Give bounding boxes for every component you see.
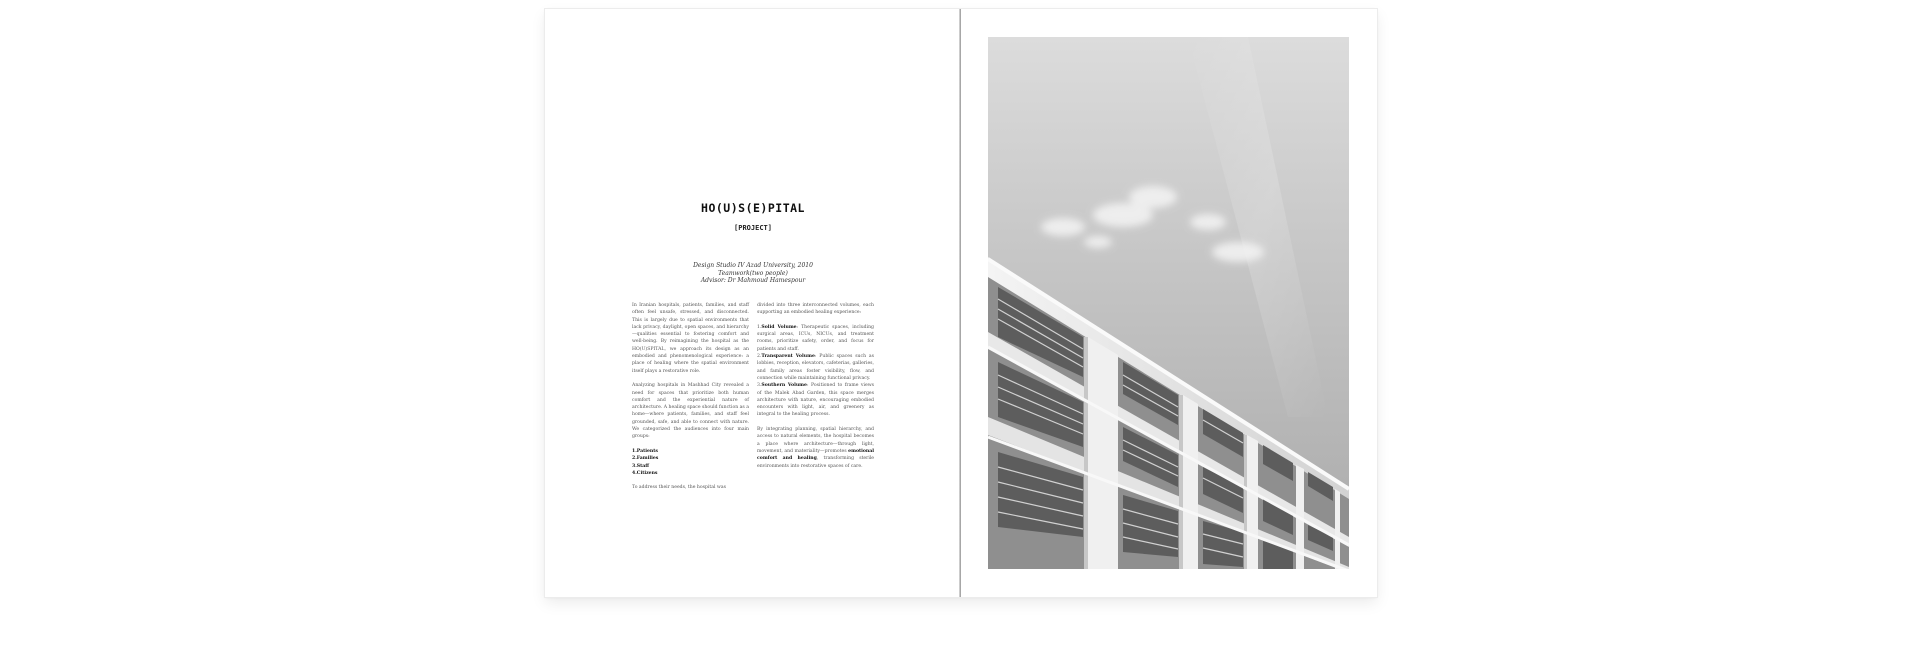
paragraph: In Iranian hospitals, patients, families, and staff often feel unsafe, stressed, and disconnected. This is largely due to spatial environments that lack privacy, daylight, open spaces, and hierarchy—qualities essential to fostering comfort and well-being. By reimagining the hospital as the HO(U)SPITAL, we approach its design as an embodied and phenomenological experience: a place of healing where the spatial environment itself plays a restorative role. bbox=[632, 303, 749, 374]
volume-number: 3. bbox=[757, 383, 762, 389]
project-title: HO(U)S(E)PITAL bbox=[701, 201, 805, 215]
book-spread bbox=[545, 9, 1377, 597]
paragraph bbox=[757, 426, 874, 470]
paragraph: To address their needs, the hospital was bbox=[632, 485, 726, 491]
volume-item bbox=[757, 324, 874, 353]
volume-item bbox=[757, 382, 874, 418]
project-credits bbox=[545, 262, 961, 285]
right-page bbox=[961, 9, 1377, 597]
credits-advisor: Advisor: Dr Mahmoud Hamespour bbox=[700, 277, 806, 285]
list-item: 1.Patients bbox=[632, 448, 658, 454]
volume-label: Southern Volume bbox=[761, 383, 807, 389]
text-column-right bbox=[757, 302, 874, 477]
volume-number: 2. bbox=[757, 354, 762, 360]
building-facade-photo bbox=[988, 37, 1349, 569]
text-run: , transforming sterile environments into restorative spaces of care. bbox=[757, 456, 875, 469]
volume-text: : Positioned to frame views of the Malek Abad Garden, this space merges architecture with nature, encouraging embodied encounters with light, air, and greenery as integral to the healing process. bbox=[757, 383, 874, 418]
text-column-left bbox=[632, 302, 749, 499]
volume-number: 1. bbox=[757, 324, 762, 330]
list-item: 2.Families bbox=[632, 456, 659, 462]
audience-list bbox=[632, 448, 749, 477]
volume-label: Transparent Volume bbox=[761, 354, 815, 360]
list-item: 4.Citizens bbox=[632, 470, 658, 476]
list-item: 3.Staff bbox=[632, 463, 649, 469]
project-subtitle: [PROJECT] bbox=[734, 224, 772, 232]
emphasis: emotional comfort and healing bbox=[757, 448, 874, 462]
paragraph: Analyzing hospitals in Mashhad City revealed a need for spaces that prioritize both human comfort and the experiential nature of architecture. A healing space should function as a home—where patients, families, and staff feel grounded, safe, and able to connect with nature. We categorized the audiences into four main groups: bbox=[632, 383, 749, 440]
paragraph: divided into three interconnected volumes, each supporting an embodied healing experience: bbox=[757, 303, 874, 316]
volume-text: : Public spaces such as lobbies, reception, elevators, cafeterias, galleries, and family areas foster visibility, flow, and connection while maintaining functional privacy. bbox=[757, 354, 874, 381]
volume-text: : Therapeutic spaces, including surgical areas, ICUs, NICUs, and treatment rooms, prioritize safety, order, and focus for patients and staff. bbox=[757, 324, 874, 352]
credits-team: Teamwork(two people) bbox=[718, 269, 788, 277]
text-run: By integrating planning, spatial hierarchy, and access to natural elements, the hospital becomes a place where architecture—through light, movement, and materiality—promotes bbox=[757, 427, 874, 454]
left-page bbox=[545, 9, 961, 597]
credits-studio: Design Studio IV Azad University, 2010 bbox=[693, 262, 813, 269]
facade-illustration bbox=[988, 37, 1349, 569]
volume-label: Solid Volume bbox=[761, 324, 797, 330]
volume-item bbox=[757, 353, 874, 382]
